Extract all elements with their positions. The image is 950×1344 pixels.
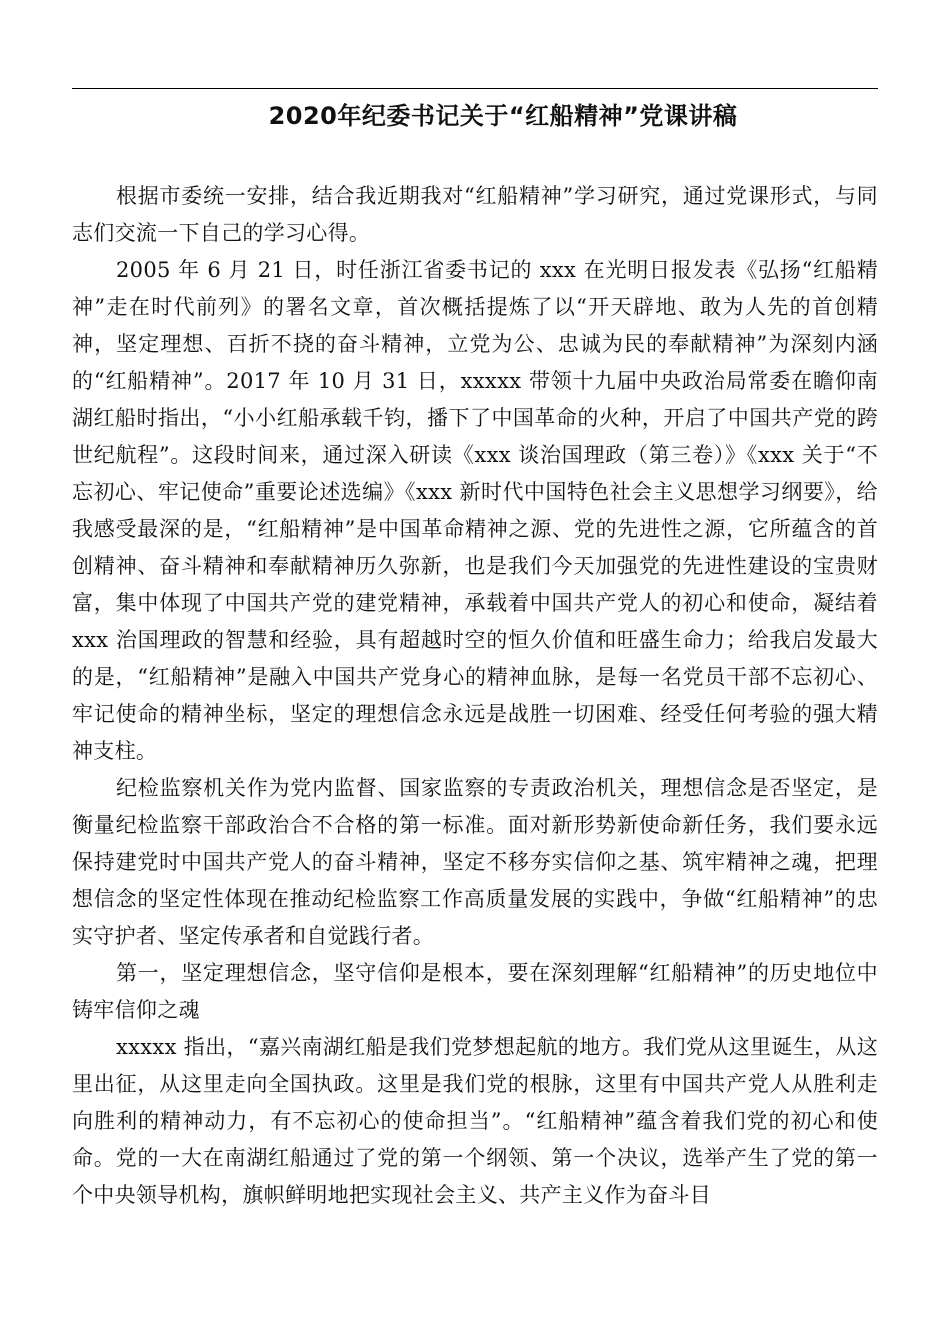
paragraph-intro: 根据市委统一安排，结合我近期我对“红船精神”学习研究，通过党课形式，与同志们交流一下自己的学习心得。 — [72, 184, 878, 245]
paragraph-discipline-organs: 纪检监察机关作为党内监督、国家监察的专责政治机关，理想信念是否坚定，是衡量纪检监察干部政治合不合格的第一标准。面对新形势新使命新任务，我们要永远保持建党时中国共产党人的奋斗精神，坚定不移夯实信仰之基、筑牢精神之魂，把理想信念的坚定性体现在推动纪检监察工作高质量发展的实践中，争做“红船精神”的忠实守护者、坚定传承者和自觉践行者。 — [72, 776, 878, 948]
paragraph-section-one-heading: 第一，坚定理想信念，坚守信仰是根本，要在深刻理解“红船精神”的历史地位中铸牢信仰之魂 — [72, 961, 878, 1022]
document-body — [72, 178, 878, 1214]
paragraph-south-lake-red-boat: xxxxx 指出，“嘉兴南湖红船是我们党梦想起航的地方。我们党从这里诞生，从这里出征，从这里走向全国执政。这里是我们党的根脉，这里有中国共产党人从胜利走向胜利的精神动力，有不忘初心的使命担当”。“红船精神”蕴含着我们党的初心和使命。党的一大在南湖红船通过了党的第一个纲领、第一个决议，选举产生了党的第一个中央领导机构，旗帜鲜明地把实现社会主义、共产主义作为奋斗目 — [72, 1035, 878, 1207]
header-rule — [72, 88, 878, 89]
paragraph-background: 2005 年 6 月 21 日，时任浙江省委书记的 xxx 在光明日报发表《弘扬“红船精神”走在时代前列》的署名文章，首次概括提炼了以“开天辟地、敢为人先的首创精神，坚定理想、百折不挠的奋斗精神，立党为公、忠诚为民的奉献精神”为深刻内涵的“红船精神”。2017 年 10 月 31 日，xxxxx 带领十九届中央政治局常委在瞻仰南湖红船时指出，“小小红船承载千钧，播下了中国革命的火种，开启了中国共产党的跨世纪航程”。这段时间来，通过深入研读《xxx 谈治国理政（第三卷）》《xxx 关于“不忘初心、牢记使命”重要论述选编》《xxx 新时代中国特色社会主义思想学习纲要》，给我感受最深的是，“红船精神”是中国革命精神之源、党的先进性之源，它所蕴含的首创精神、奋斗精神和奉献精神历久弥新，也是我们今天加强党的先进性建设的宝贵财富，集中体现了中国共产党的建党精神，承载着中国共产党人的初心和使命，凝结着 xxx 治国理政的智慧和经验，具有超越时空的恒久价值和旺盛生命力；给我启发最大的是，“红船精神”是融入中国共产党身心的精神血脉，是每一名党员干部不忘初心、牢记使命的精神坐标，坚定的理想信念永远是战胜一切困难、经受任何考验的强大精神支柱。 — [72, 258, 878, 763]
document-title: 2020年纪委书记关于“红船精神”党课讲稿 — [268, 102, 738, 130]
